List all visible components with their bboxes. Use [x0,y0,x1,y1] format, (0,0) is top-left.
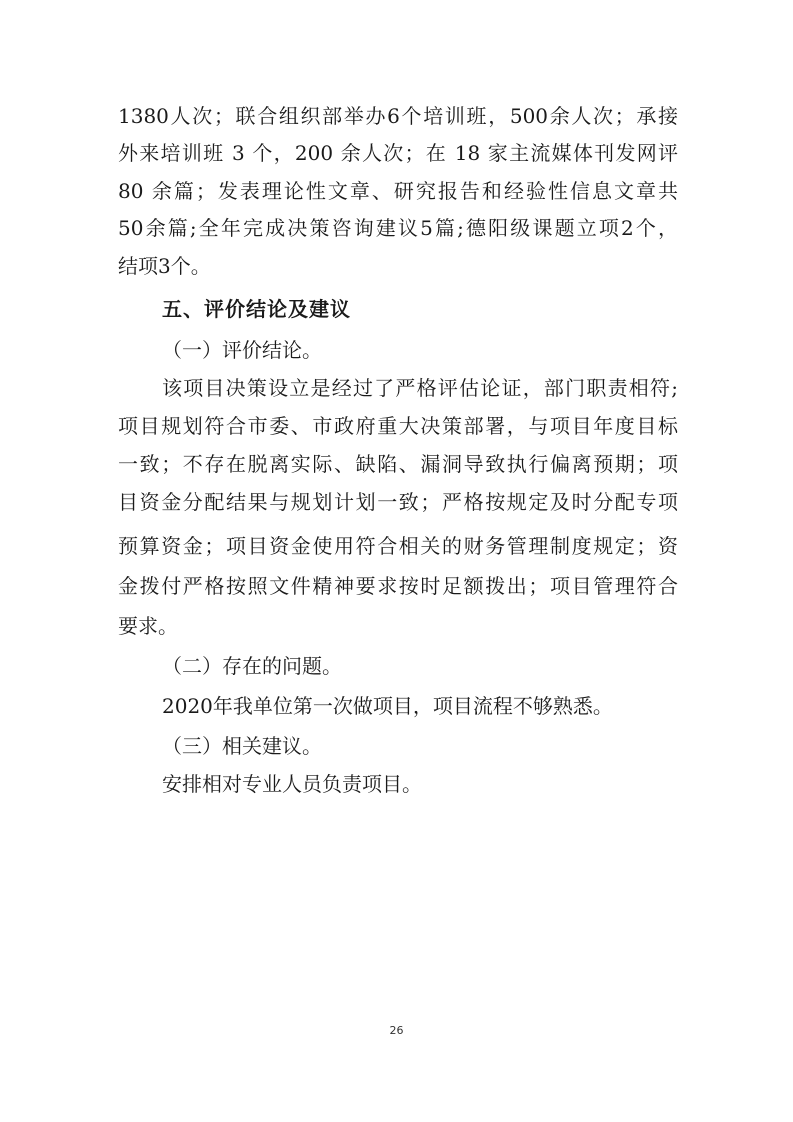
paragraph-line: 50余篇;全年完成决策咨询建议5篇;德阳级课题立项2个， [118,216,678,240]
subsection-heading: （二）存在的问题。 [162,654,342,678]
paragraph-line: 2020年我单位第一次做项目，项目流程不够熟悉。 [162,694,613,718]
paragraph-line: 安排相对专业人员负责项目。 [162,772,422,796]
paragraph-line: 预算资金；项目资金使用符合相关的财务管理制度规定；资 [118,534,678,558]
paragraph-line: 80 余篇；发表理论性文章、研究报告和经验性信息文章共 [118,179,678,203]
paragraph-line: 结项3个。 [118,254,211,278]
paragraph-line: 金拨付严格按照文件精神要求按时足额拨出；项目管理符合 [118,574,678,598]
paragraph-line: 1380人次；联合组织部举办6个培训班，500余人次；承接 [118,104,678,128]
paragraph-line: 要求。 [118,614,178,638]
paragraph-line: 外来培训班 3 个，200 余人次；在 18 家主流媒体刊发网评 [118,141,678,165]
section-heading: 五、评价结论及建议 [162,297,351,321]
subsection-heading: （三）相关建议。 [162,734,322,758]
subsection-heading: （一）评价结论。 [162,338,322,362]
paragraph-line: 一致；不存在脱离实际、缺陷、漏洞导致执行偏离预期；项 [118,452,678,476]
paragraph-line: 项目规划符合市委、市政府重大决策部署，与项目年度目标 [118,414,678,438]
paragraph-line: 该项目决策设立是经过了严格评估论证，部门职责相符; [162,376,678,400]
page-number: 26 [389,1024,404,1037]
paragraph-line: 目资金分配结果与规划计划一致；严格按规定及时分配专项 [118,490,678,514]
